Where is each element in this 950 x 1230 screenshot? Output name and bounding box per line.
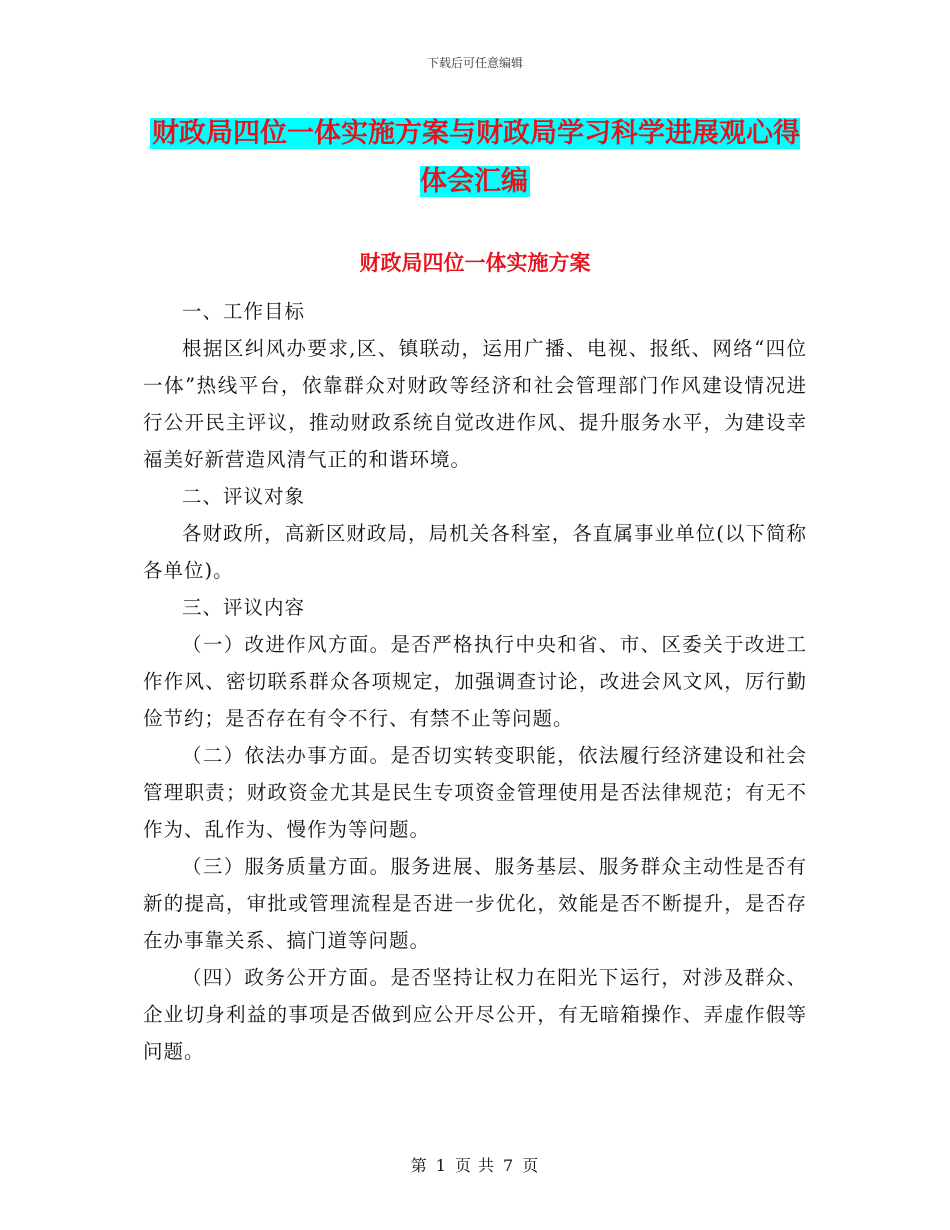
paragraph-work-goal: 根据区纠风办要求,区、镇联动，运用广播、电视、报纸、网络“四位一体”热线平台，依靠群众对财政等经济和社会管理部门作风建设情况进行公开民主评议，推动财政系统自觉改进作风、提升服务水平，为建设幸福美好新营造风清气正的和谐环境。 (143, 337, 807, 471)
page-header-note: 下载后可任意编辑 (426, 56, 523, 70)
footer-total-pages: 7 (503, 1156, 515, 1175)
footer-page-number: 1 (435, 1156, 447, 1175)
document-title-text: 财政局四位一体实施方案与财政局学习科学进展观心得体会汇编 (152, 118, 800, 197)
footer-middle: 页 共 (454, 1156, 496, 1175)
footer-prefix: 第 (410, 1156, 428, 1175)
heading-review-content: 三、评议内容 (182, 596, 306, 619)
heading-review-targets: 二、评议对象 (182, 485, 306, 508)
paragraph-lawful-conduct: （二）依法办事方面。是否切实转变职能，依法履行经济建设和社会管理职责；财政资金尤其是民生专项资金管理使用是否法律规范；有无不作为、乱作为、慢作为等问题。 (143, 744, 807, 841)
document-title (140, 110, 810, 206)
paragraph-government-openness: （四）政务公开方面。是否坚持让权力在阳光下运行，对涉及群众、企业切身利益的事项是否做到应公开尽公开，有无暗箱操作、弄虚作假等问题。 (143, 966, 807, 1063)
paragraph-service-quality: （三）服务质量方面。服务进展、服务基层、服务群众主动性是否有新的提高，审批或管理流程是否进一步优化，效能是否不断提升，是否存在办事靠关系、搞门道等问题。 (143, 855, 807, 952)
paragraph-review-targets: 各财政所，高新区财政局，局机关各科室，各直属事业单位(以下简称各单位)。 (143, 522, 807, 582)
page-footer (0, 1153, 950, 1176)
paragraph-style-improvement: （一）改进作风方面。是否严格执行中央和省、市、区委关于改进工作作风、密切联系群众各项规定，加强调查讨论，改进会风文风，厉行勤俭节约；是否存在有令不行、有禁不止等问题。 (143, 633, 807, 730)
document-body (143, 293, 807, 1070)
section-title: 财政局四位一体实施方案 (359, 251, 591, 275)
footer-suffix: 页 (522, 1156, 540, 1175)
heading-work-goal: 一、工作目标 (182, 300, 306, 323)
